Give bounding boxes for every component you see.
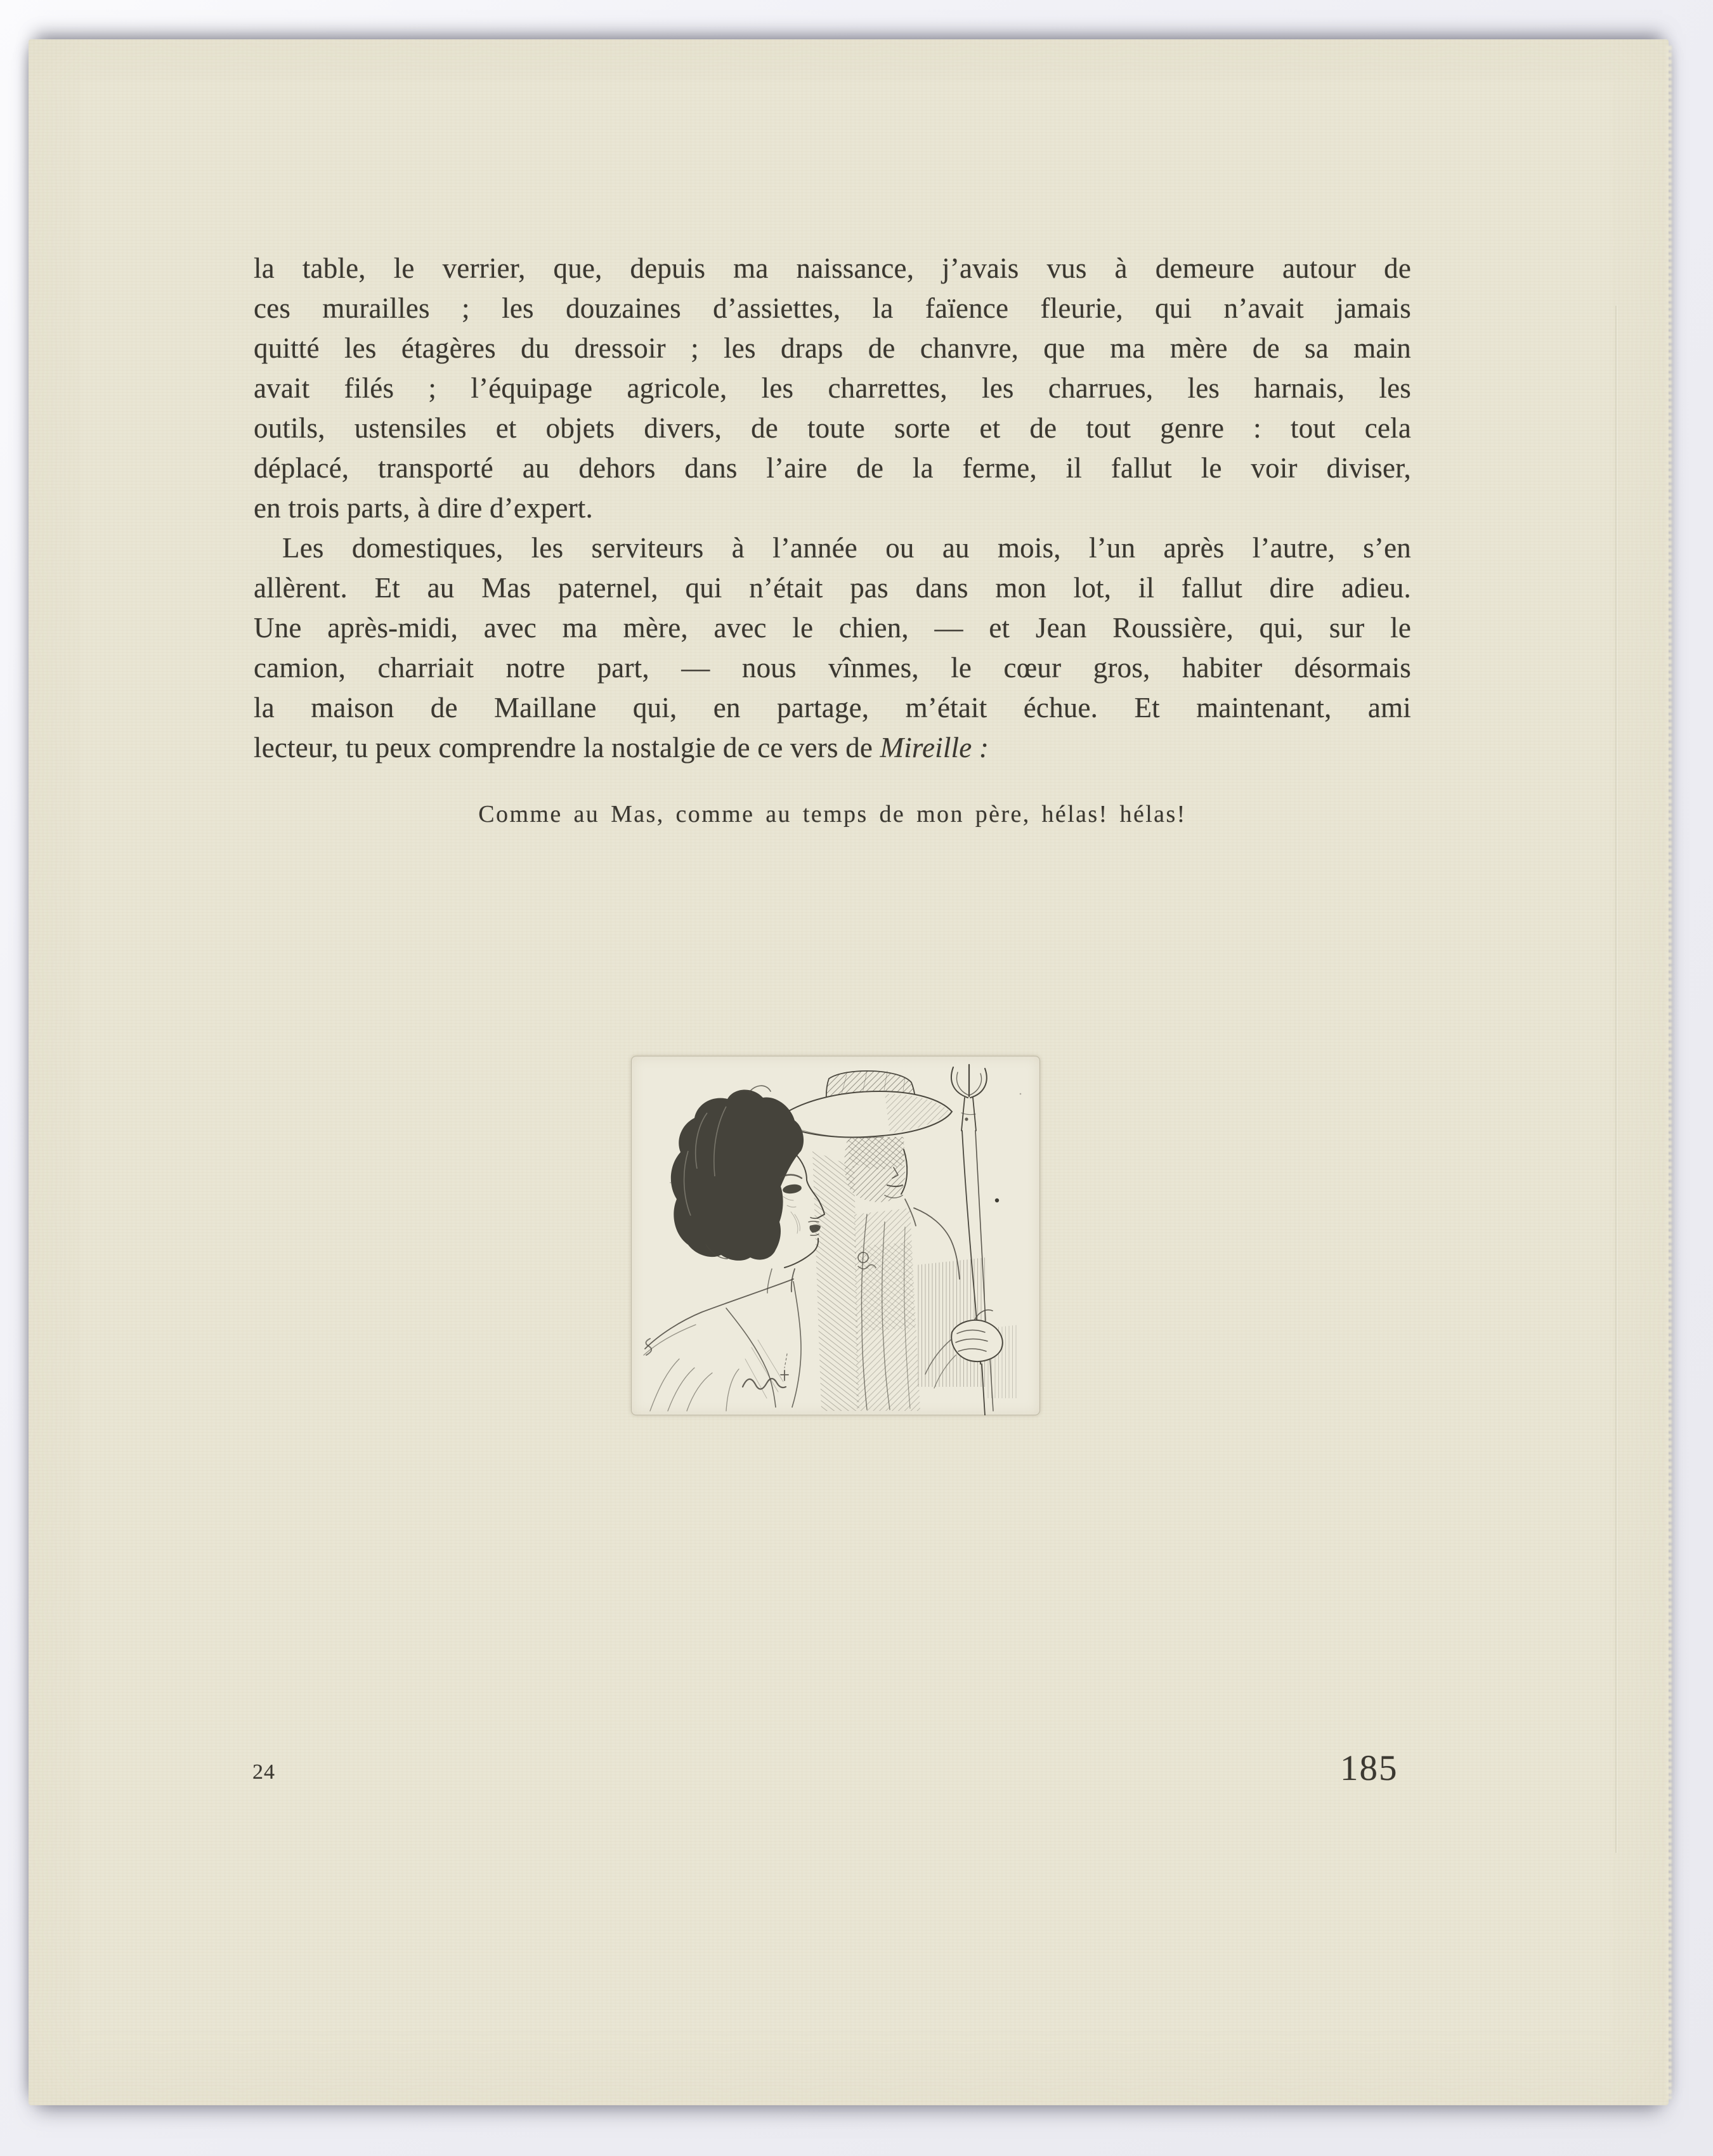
- page-edge-crease: [1615, 306, 1617, 1853]
- text-line: [254, 728, 1411, 768]
- book-title-mireille: Mireille :: [880, 732, 989, 763]
- text-line: allèrent. Et au Mas paternel, qui n’était pas dans mon lot, il fallut dire adieu.: [254, 572, 1411, 604]
- woman-figure: [644, 1086, 824, 1411]
- signature-number: 24: [252, 1760, 275, 1784]
- text-line: avait filés ; l’équipage agricole, les charrettes, les charrues, les harnais, les: [254, 372, 1411, 404]
- text-line-plain: lecteur, tu peux comprendre la nostalgie de ce vers de: [254, 732, 880, 763]
- page-number: 185: [1340, 1748, 1398, 1788]
- body-text: [254, 249, 1411, 831]
- verse-line: Comme au Mas, comme au temps de mon père, hélas! hélas!: [478, 801, 1187, 828]
- etching-plate: [631, 1056, 1040, 1415]
- text-line: camion, charriait notre part, — nous vînmes, le cœur gros, habiter désormais: [254, 652, 1411, 684]
- text-line: la maison de Maillane qui, en partage, m’était échue. Et maintenant, ami: [254, 692, 1411, 724]
- hair: [671, 1089, 804, 1260]
- text-line: en trois parts, à dire d’expert.: [254, 492, 593, 524]
- etching-illustration: [631, 1056, 1040, 1415]
- eye: [782, 1183, 802, 1195]
- text-line: outils, ustensiles et objets divers, de toute sorte et de tout genre : tout cela: [254, 412, 1411, 444]
- plate-fleck: [995, 1198, 999, 1202]
- book-page: [29, 39, 1669, 2105]
- text-line: ces murailles ; les douzaines d’assiettes, la faïence fleurie, qui n’avait jamais: [254, 292, 1411, 324]
- artist-signature-mark: [743, 1379, 786, 1389]
- plate-speck: [1020, 1093, 1022, 1095]
- text-line: Les domestiques, les serviteurs à l’année ou au mois, l’un après l’autre, s’en: [282, 532, 1411, 564]
- plate-speck: [670, 1182, 671, 1183]
- text-line: quitté les étagères du dressoir ; les draps de chanvre, que ma mère de sa main: [254, 332, 1411, 364]
- text-line: Une après-midi, avec ma mère, avec le chien, — et Jean Roussière, qui, sur le: [254, 612, 1411, 644]
- text-line: la table, le verrier, que, depuis ma naissance, j’avais vus à demeure autour de: [254, 252, 1411, 284]
- text-line: déplacé, transporté au dehors dans l’aire de la ferme, il fallut le voir diviser,: [254, 452, 1411, 484]
